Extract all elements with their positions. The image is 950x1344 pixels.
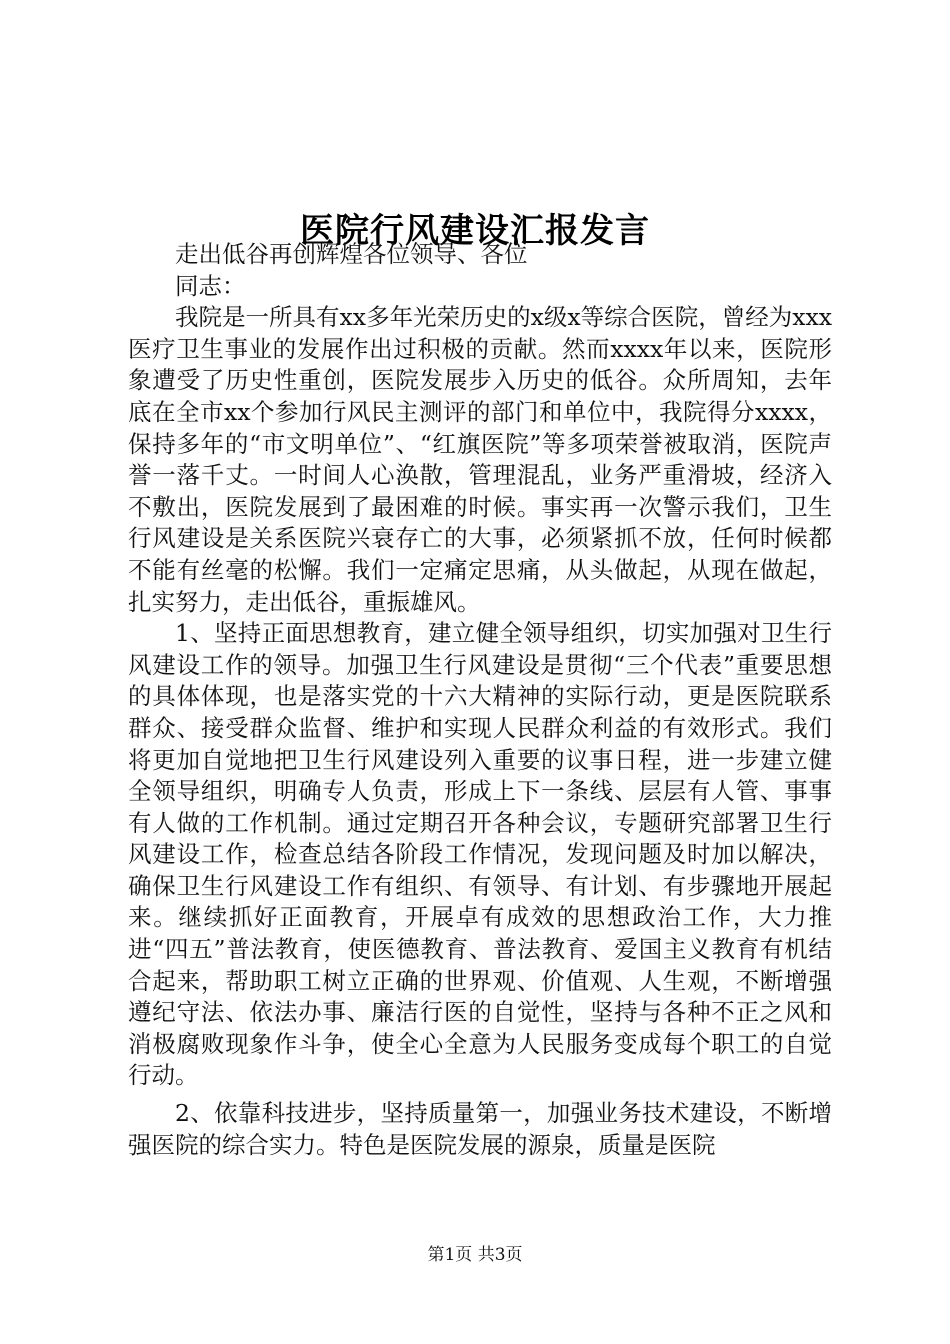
paragraph-point-1: 1、坚持正面思想教育，建立健全领导组织，切实加强对卫生行风建设工作的领导。加强卫生行风建设是贯彻“三个代表”重要思想的具体体现，也是落实党的十六大精神的实际行动，更是医院联系群众、接受群众监督、维护和实现人民群众利益的有效形式。我们将更加自觉地把卫生行风建设列入重要的议事日程，进一步建立健全领导组织，明确专人负责，形成上下一条线、层层有人管、事事有人做的工作机制。通过定期召开各种会议，专题研究部署卫生行风建设工作，检查总结各阶段工作情况，发现问题及时加以解决，确保卫生行风建设工作有组织、有领导、有计划、有步骤地开展起来。继续抓好正面教育，开展卓有成效的思想政治工作，大力推进“四五”普法教育，使医德教育、普法教育、爱国主义教育有机结合起来，帮助职工树立正确的世界观、价值观、人生观，不断增强遵纪守法、依法办事、廉洁行医的自觉性，坚持与各种不正之风和消极腐败现象作斗争，使全心全意为人民服务变成每个职工的自觉行动。 <box>128 619 832 1090</box>
document-title: 医院行风建设汇报发言 <box>300 210 650 251</box>
page-number-footer: 第1页 共3页 <box>427 1245 523 1265</box>
paragraph-opening: 走出低谷再创辉煌各位领导、各位 <box>175 240 528 268</box>
paragraph-point-2: 2、依靠科技进步，坚持质量第一，加强业务技术建设，不断增强医院的综合实力。特色是医院发展的源泉，质量是医院 <box>128 1099 832 1159</box>
document-body <box>128 239 832 1161</box>
paragraph-introduction: 我院是一所具有xx多年光荣历史的x级x等综合医院，曾经为xxx医疗卫生事业的发展作出过积极的贡献。然而xxxx年以来，医院形象遭受了历史性重创，医院发展步入历史的低谷。众所周知，去年底在全市xx个参加行风民主测评的部门和单位中，我院得分xxxx，保持多年的“市文明单位”、“红旗医院”等多项荣誉被取消，医院声誉一落千丈。一时间人心涣散，管理混乱，业务严重滑坡，经济入不敷出，医院发展到了最困难的时候。事实再一次警示我们，卫生行风建设是关系医院兴衰存亡的大事，必须紧抓不放，任何时候都不能有丝毫的松懈。我们一定痛定思痛，从头做起，从现在做起，扎实努力，走出低谷，重振雄风。 <box>128 303 832 616</box>
paragraph-salutation: 同志： <box>175 271 246 300</box>
